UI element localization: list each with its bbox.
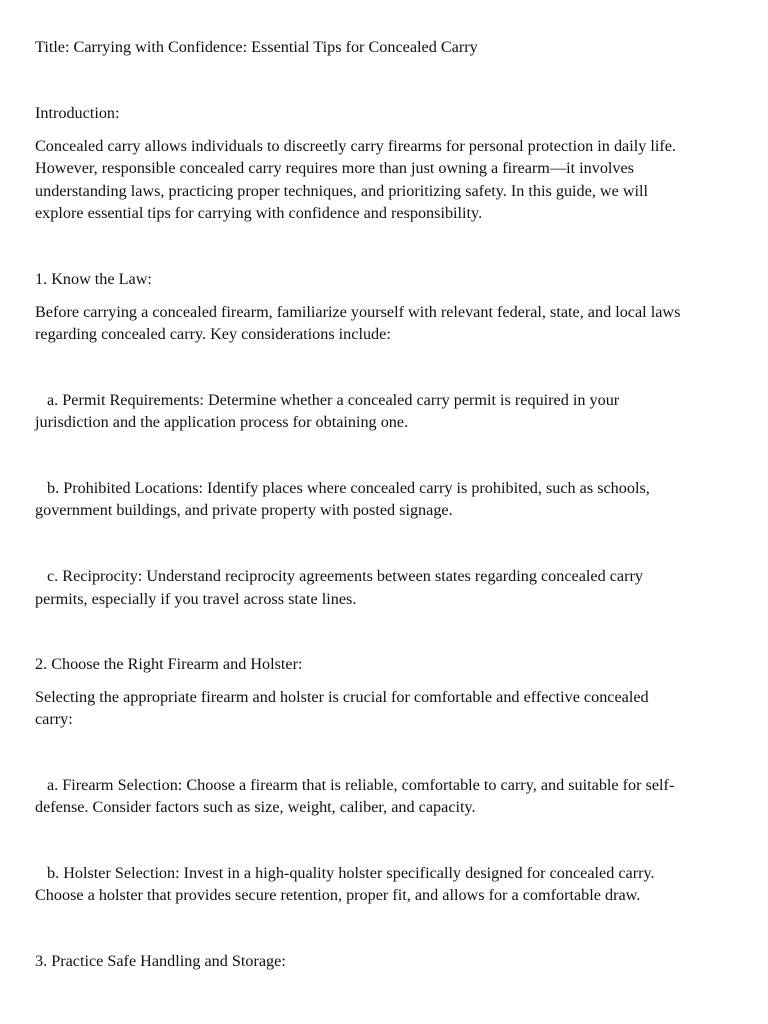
- list-item-line: c. Reciprocity: Understand reciprocity agreements between states regarding concealed carry: [47, 567, 643, 585]
- document-title: Title: Carrying with Confidence: Essential Tips for Concealed Carry: [35, 38, 478, 56]
- section-body-line: Selecting the appropriate firearm and holster is crucial for comfortable and effective concealed: [35, 688, 649, 706]
- list-item-line: government buildings, and private property with posted signage.: [35, 501, 453, 519]
- list-item-line: b. Prohibited Locations: Identify places where concealed carry is prohibited, such as schools,: [47, 479, 650, 497]
- intro-line: explore essential tips for carrying with confidence and responsibility.: [35, 204, 483, 222]
- section-heading: 3. Practice Safe Handling and Storage:: [35, 952, 286, 970]
- list-item-line: jurisdiction and the application process for obtaining one.: [35, 413, 409, 431]
- list-item-line: Choose a holster that provides secure retention, proper fit, and allows for a comfortable draw.: [35, 886, 641, 904]
- list-item-line: defense. Consider factors such as size, weight, caliber, and capacity.: [35, 798, 476, 816]
- list-item-line: b. Holster Selection: Invest in a high-quality holster specifically designed for concealed carry.: [47, 864, 655, 882]
- list-item-line: a. Permit Requirements: Determine whether a concealed carry permit is required in your: [47, 391, 620, 409]
- list-item-line: a. Firearm Selection: Choose a firearm that is reliable, comfortable to carry, and suitable for self-: [47, 776, 675, 794]
- intro-heading: Introduction:: [35, 104, 120, 122]
- list-item-line: permits, especially if you travel across state lines.: [35, 590, 357, 608]
- section-body-line: carry:: [35, 710, 73, 728]
- intro-line: Concealed carry allows individuals to discreetly carry firearms for personal protection in daily life.: [35, 137, 676, 155]
- intro-line: understanding laws, practicing proper techniques, and prioritizing safety. In this guide, we will: [35, 182, 649, 200]
- intro-line: However, responsible concealed carry requires more than just owning a firearm—it involves: [35, 159, 634, 177]
- section-body-line: regarding concealed carry. Key considerations include:: [35, 325, 391, 343]
- section-body-line: Before carrying a concealed firearm, familiarize yourself with relevant federal, state, and local laws: [35, 303, 681, 321]
- section-heading: 2. Choose the Right Firearm and Holster:: [35, 655, 303, 673]
- section-heading: 1. Know the Law:: [35, 270, 152, 288]
